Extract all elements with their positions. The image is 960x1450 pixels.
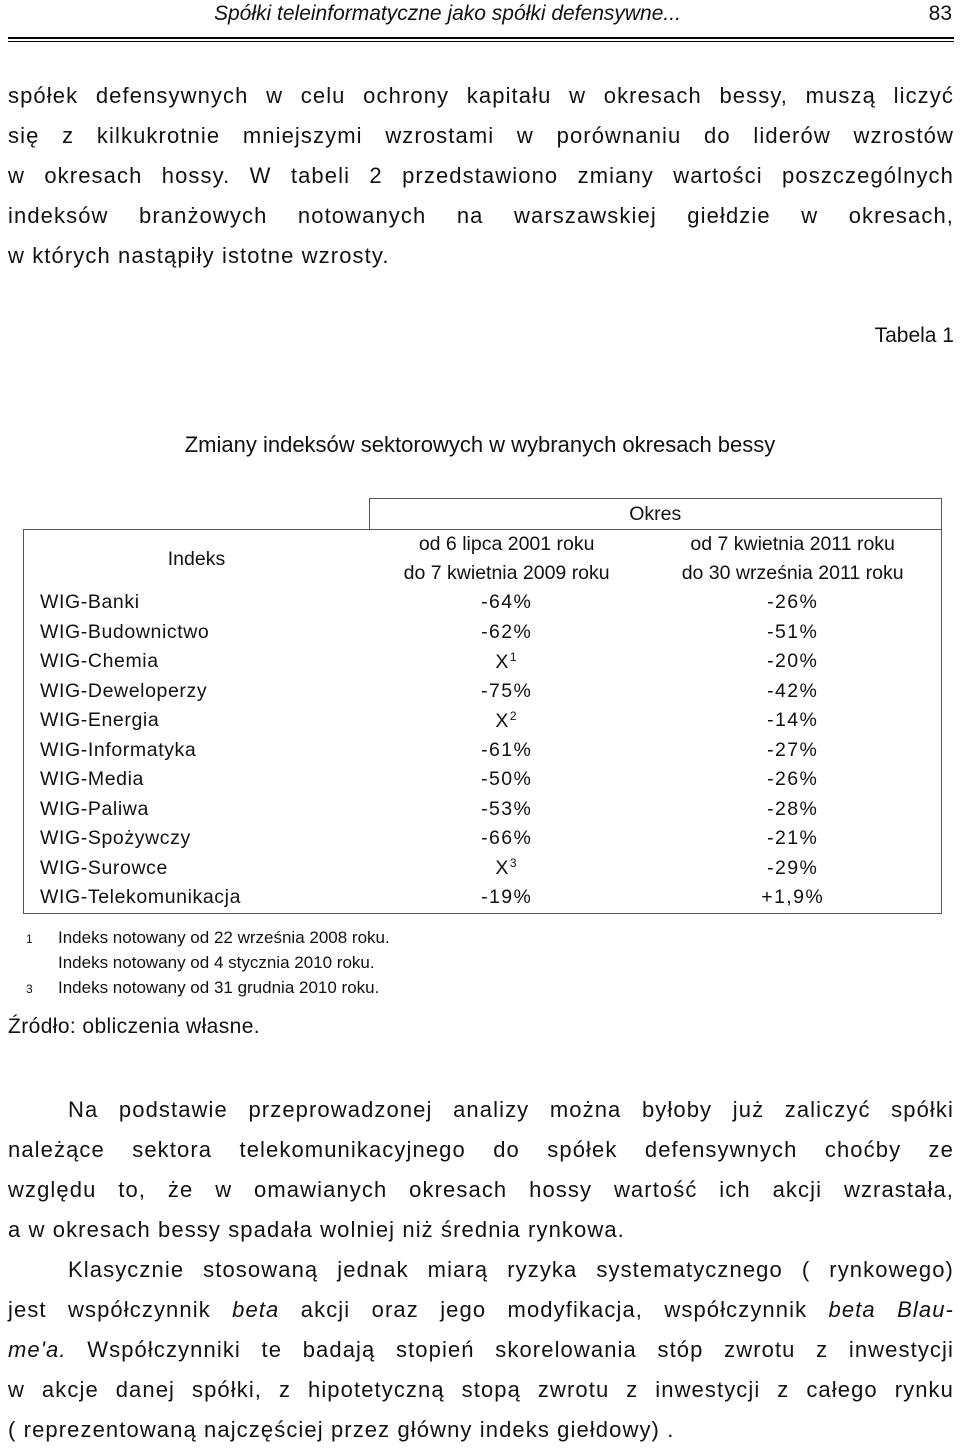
change-value: -75%: [481, 679, 533, 702]
index-name: WIG-Media: [24, 765, 370, 795]
footnote-ref: 1: [509, 649, 518, 664]
index-name: WIG-Telekomunikacja: [24, 883, 370, 913]
text-line: indeksów branżowych notowanych na warszawskiej giełdzie w okresach,: [8, 203, 954, 228]
change-value: -53%: [481, 797, 533, 820]
period-1-change: [369, 883, 644, 913]
table-source: Źródło: obliczenia własne.: [8, 1015, 261, 1038]
table-row: [24, 706, 942, 736]
period-2-change: -27%: [644, 736, 941, 766]
period-1-change: [369, 765, 644, 795]
period-1-change: [369, 736, 644, 766]
index-name: WIG-Paliwa: [24, 795, 370, 825]
text-line: należące sektora telekomunikacyjnego do spółek defensywnych choćby ze: [8, 1137, 954, 1162]
intro-paragraph: [8, 76, 954, 276]
text-line: względu to, że w omawianych okresach hossy wartość ich akcji wzrastała,: [8, 1177, 954, 1202]
italic-term: beta: [232, 1297, 280, 1322]
index-name: WIG-Informatyka: [24, 736, 370, 766]
text-line: w okresach hossy. W tabeli 2 przedstawiono zmiany wartości poszczególnych: [8, 163, 954, 188]
table-row: [24, 883, 942, 913]
header-index: Indeks: [24, 530, 370, 589]
footnote-text: Indeks notowany od 31 grudnia 2010 roku.: [58, 978, 380, 997]
table-label: Tabela 1: [874, 324, 954, 347]
period-2-change: -26%: [644, 765, 941, 795]
table-row: [24, 677, 942, 707]
paragraph-3: [8, 1250, 954, 1450]
table-body: [24, 588, 942, 913]
period-2-change: -26%: [644, 588, 941, 618]
text-line: Na podstawie przeprowadzonej analizy można byłoby już zaliczyć spółki: [68, 1097, 954, 1122]
text-line: a w okresach bessy spadała wolniej niż średnia rynkowa.: [8, 1217, 625, 1242]
footnote-text: Indeks notowany od 22 września 2008 roku.: [58, 928, 390, 947]
header-period: Okres: [369, 499, 942, 530]
index-name: WIG-Spożywczy: [24, 824, 370, 854]
period-1-change: [369, 706, 644, 736]
text-line: w akcje danej spółki, z hipotetyczną stopą zwrotu z inwestycji z całego rynku: [8, 1377, 954, 1402]
period-1-change: [369, 588, 644, 618]
footnote-text: Indeks notowany od 4 stycznia 2010 roku.: [58, 953, 375, 972]
period-2-change: -20%: [644, 647, 941, 677]
change-value: -19%: [481, 886, 533, 909]
index-name: WIG-Chemia: [24, 647, 370, 677]
footnote-1: [26, 928, 390, 948]
period-1-change: [369, 677, 644, 707]
footnote-mark: 1: [26, 932, 33, 946]
text-run: akcji oraz jego modyfikacja, współczynnik: [279, 1297, 829, 1322]
paragraph-2: [8, 1090, 954, 1250]
index-name: WIG-Surowce: [24, 854, 370, 884]
italic-term: beta Blau-: [828, 1297, 954, 1322]
text-run: Współczynniki te badają stopień skorelowania stóp zwrotu z inwestycji: [66, 1337, 954, 1362]
table-row: [24, 647, 942, 677]
index-name: WIG-Budownictwo: [24, 618, 370, 648]
text-line: w których nastąpiły istotne wzrosty.: [8, 243, 390, 268]
header-rule: [8, 37, 954, 39]
table-row: [24, 736, 942, 766]
header-period-2: [644, 530, 941, 589]
table-row: [24, 588, 942, 618]
index-name: WIG-Energia: [24, 706, 370, 736]
table-row: [24, 618, 942, 648]
change-value: -62%: [481, 620, 533, 643]
header-period-1: [369, 530, 644, 589]
table-row: [24, 824, 942, 854]
period-2-from: od 7 kwietnia 2011 roku: [690, 533, 895, 555]
running-header-title: Spółki teleinformatyczne jako spółki defensywne...: [214, 2, 681, 25]
change-value: X: [495, 650, 510, 673]
footnote-ref: 3: [509, 856, 518, 871]
change-value: -61%: [481, 738, 533, 761]
sector-index-table: [23, 498, 942, 914]
page-number: 83: [928, 2, 952, 25]
change-value: X: [495, 709, 510, 732]
text-line: spółek defensywnych w celu ochrony kapitału w okresach bessy, muszą liczyć: [8, 83, 954, 108]
change-value: -50%: [481, 768, 533, 791]
text-line: Klasycznie stosowaną jednak miarą ryzyka systematycznego ( rynkowego): [68, 1257, 954, 1282]
text-line: się z kilkukrotnie mniejszymi wzrostami w porównaniu do liderów wzrostów: [8, 123, 954, 148]
period-1-change: [369, 647, 644, 677]
period-2-change: -21%: [644, 824, 941, 854]
period-1-from: od 6 lipca 2001 roku: [418, 533, 595, 555]
footnote-mark: 3: [26, 982, 33, 996]
period-2-change: -42%: [644, 677, 941, 707]
period-1-change: [369, 824, 644, 854]
change-value: -66%: [481, 827, 533, 850]
period-2-change: -28%: [644, 795, 941, 825]
period-2-change: -29%: [644, 854, 941, 884]
period-2-to: do 30 września 2011 roku: [681, 562, 904, 584]
index-name: WIG-Deweloperzy: [24, 677, 370, 707]
period-1-change: [369, 795, 644, 825]
table-row: [24, 765, 942, 795]
change-value: -64%: [481, 591, 533, 614]
table-row: [24, 795, 942, 825]
italic-term: me'a.: [8, 1337, 67, 1362]
header-rule-thin: [8, 41, 954, 42]
text-line: [8, 1290, 954, 1330]
period-2-change: +1,9%: [644, 883, 941, 913]
text-run: jest współczynnik: [8, 1297, 233, 1322]
change-value: X: [495, 857, 510, 880]
text-line: [8, 1330, 954, 1370]
index-name: WIG-Banki: [24, 588, 370, 618]
footnote-ref: 2: [509, 708, 518, 723]
period-2-change: -14%: [644, 706, 941, 736]
footnote-3: [26, 978, 380, 998]
period-1-change: [369, 618, 644, 648]
table-title: Zmiany indeksów sektorowych w wybranych okresach bessy: [184, 432, 776, 457]
text-line: ( reprezentowaną najczęściej przez główny indeks giełdowy) .: [8, 1417, 675, 1442]
period-2-change: -51%: [644, 618, 941, 648]
period-1-change: [369, 854, 644, 884]
table-row: [24, 854, 942, 884]
period-1-to: do 7 kwietnia 2009 roku: [403, 562, 610, 584]
